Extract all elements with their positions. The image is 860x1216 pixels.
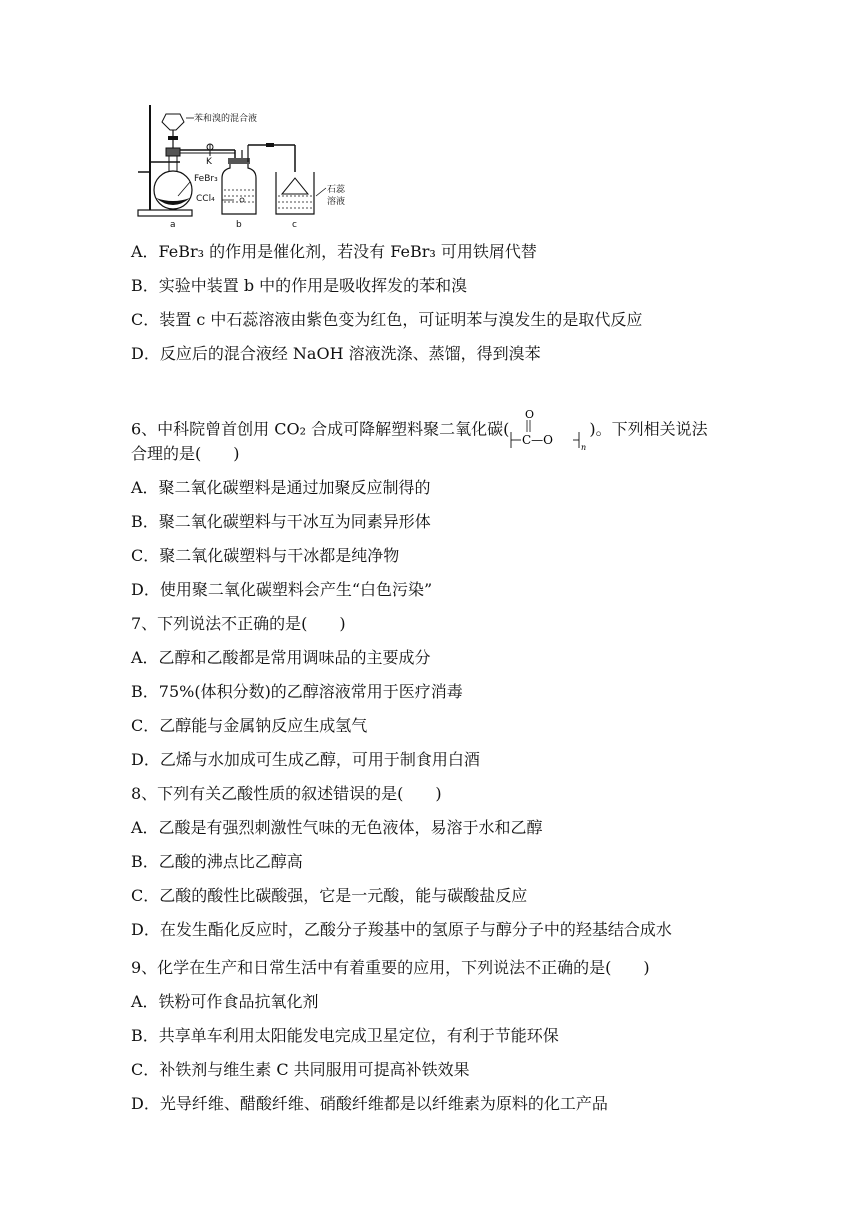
q6-stem-line2: 合理的是( ): [131, 444, 240, 463]
label-b: b: [236, 220, 242, 230]
label-c: c: [292, 220, 297, 230]
q8-stem: 8、下列有关乙酸性质的叙述错误的是( ): [131, 784, 442, 803]
q8-option-c: C．乙酸的酸性比碳酸强，它是一元酸，能与碳酸盐反应: [131, 886, 528, 905]
label-litmus-2: 溶液: [327, 197, 346, 207]
q7-stem: 7、下列说法不正确的是( ): [131, 614, 346, 633]
label-a: a: [170, 220, 176, 230]
q7-option-d: D．乙烯与水加成可生成乙醇，可用于制食用白酒: [131, 750, 480, 769]
formula-body: C—O: [522, 433, 554, 447]
label-mixture: 苯和溴的混合液: [194, 114, 258, 124]
q5-option-a: A．FeBr₃ 的作用是催化剂，若没有 FeBr₃ 可用铁屑代替: [131, 242, 537, 261]
q7-option-c: C．乙醇能与金属钠反应生成氢气: [131, 716, 368, 735]
q6-stem-part1: 6、中科院曾首创用 CO₂ 合成可降解塑料聚二氧化碳(: [131, 419, 510, 439]
q7-option-a: A．乙醇和乙酸都是常用调味品的主要成分: [131, 648, 431, 667]
label-febr3: FeBr₃: [194, 174, 218, 184]
polycarbonate-formula: [509, 408, 589, 452]
q7-option-b: B．75%(体积分数)的乙醇溶液常用于医疗消毒: [131, 682, 463, 701]
formula-n: n: [581, 443, 587, 452]
q9-option-c: C．补铁剂与维生素 C 共同服用可提高补铁效果: [131, 1060, 470, 1079]
q9-option-a: A．铁粉可作食品抗氧化剂: [131, 992, 319, 1011]
q5-option-b: B．实验中装置 b 中的作用是吸收挥发的苯和溴: [131, 276, 468, 295]
q8-option-b: B．乙酸的沸点比乙醇高: [131, 852, 303, 871]
apparatus-figure: [130, 100, 370, 230]
q6-option-a: A．聚二氧化碳塑料是通过加聚反应制得的: [131, 478, 431, 497]
q5-option-d: D．反应后的混合液经 NaOH 溶液洗涤、蒸馏，得到溴苯: [131, 344, 541, 363]
q5-option-c: C．装置 c 中石蕊溶液由紫色变为红色，可证明苯与溴发生的是取代反应: [131, 310, 643, 329]
q8-option-a: A．乙酸是有强烈刺激性气味的无色液体，易溶于水和乙醇: [131, 818, 543, 837]
label-ccl4: CCl₄: [196, 194, 215, 204]
q9-option-d: D．光导纤维、醋酸纤维、硝酸纤维都是以纤维素为原料的化工产品: [131, 1094, 608, 1113]
q8-option-d: D．在发生酯化反应时，乙酸分子羧基中的氢原子与醇分子中的羟基结合成水: [131, 920, 672, 939]
q9-option-b: B．共享单车利用太阳能发电完成卫星定位，有利于节能环保: [131, 1026, 559, 1045]
label-k: K: [206, 157, 212, 167]
q6-stem-part2: )。下列相关说法: [589, 419, 708, 439]
label-litmus-1: 石蕊: [327, 185, 346, 195]
q6-option-d: D．使用聚二氧化碳塑料会产生“白色污染”: [131, 580, 433, 599]
q6-option-b: B．聚二氧化碳塑料与干冰互为同素异形体: [131, 512, 431, 531]
q6-option-c: C．聚二氧化碳塑料与干冰都是纯净物: [131, 546, 400, 565]
formula-o-top: O: [525, 408, 535, 421]
q9-stem: 9、化学在生产和日常生活中有着重要的应用，下列说法不正确的是( ): [131, 958, 650, 977]
